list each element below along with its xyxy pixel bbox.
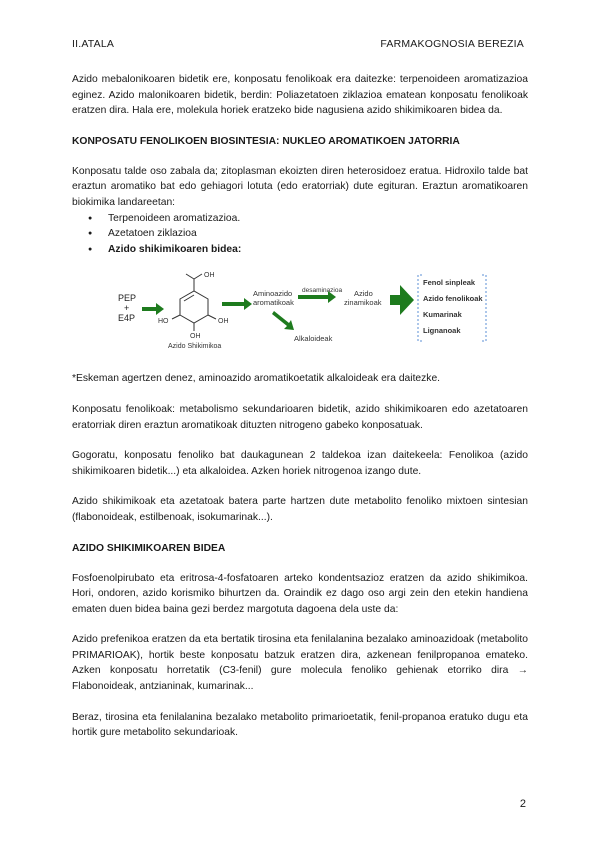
arrow-to-shikimic [142,303,164,315]
hydroxyl-right-label: OH [218,318,229,326]
product-item: Fenol sinpleak [423,278,476,288]
enzyme-label: desaminazioa [302,287,343,295]
page-number: 2 [519,798,526,810]
paragraph-mixtoak: Azido shikimikoak eta azetatoak batera parte hartzen dute metabolito fenoliko mixtoen sintesian (flabonoideak, estilbenoak, isokumarinak...). [72,496,528,523]
section2-paragraph-1: Fosfoenolpirubato eta eritrosa-4-fosfatoaren arteko kondentsazioz eratzen da azido shikimikoa. Hori, ondoren, azido korismiko bihurtzen da. Oraindik ez dago oso argi zein den etekin handiena ematen duen bidea baina gezi berdez margotuta dagoena dela uste da: [72,572,528,615]
diagram-note: *Eskeman agertzen denez, aminoazido aromatikoetatik alkaloideak era daitezke. [72,373,441,385]
page-content [72,72,528,756]
aminoacid-label-line2: aromatikoak [253,298,294,308]
section-heading-shikimikoa: AZIDO SHIKIMIKOAREN BIDEA [72,542,226,554]
section2-paragraph-3: Beraz, tirosina eta fenilalanina bezalako metabolito primarioetatik, fenil-propanoa eratuko dugu eta hortik gure metabolito sekundarioak. [72,711,528,739]
biosynthesis-diagram [72,263,528,363]
shikimic-acid-structure [172,274,216,331]
alkaloid-label: Alkaloideak [294,334,333,344]
molecule-name: Azido Shikimikoa [168,343,222,351]
section-heading-biosintesia: KONPOSATU FENOLIKOEN BIOSINTESIA: NUKLEO AROMATIKOEN JATORRIA [72,135,460,147]
start-pep-label: PEP [118,293,137,304]
arrow-to-products [390,285,414,315]
paragraph-fenolikoak: Konposatu fenolikoak: metabolismo sekundarioaren bidetik, azido shikimikoaren edo azetatoaren eratorriak diren eraztun aromatikoak dituzten nitrogeno gabeko konposatuak. [72,403,528,431]
aminoacid-label-line1: Aminoazido [253,289,293,299]
hydroxyl-bottom-label: OH [190,333,201,341]
list-item: ● Azetatoen ziklazioa [108,226,528,242]
paragraph-gogoratu: Gogoratu, konposatu fenoliko bat daukagunean 2 taldekoa izan daitekeela: Fenolikoa (azido shikimikoaren bidetik...) eta alkaloidea. Azken horiek nitrogenoa izango dute. [72,450,528,477]
header-right: FARMAKOGNOSIA BEREZIA [380,38,524,50]
arrow-to-aminoacids [222,298,252,310]
product-item: Kumarinak [423,310,462,320]
hydroxyl-left-label: HO [158,318,169,326]
start-plus-label: + [124,303,130,314]
carboxyl-oh-label: OH [204,272,215,280]
pathway-list [72,211,528,258]
start-e4p-label: E4P [118,313,136,324]
section1-paragraph: Konposatu talde oso zabala da; zitoplasman ekoizten diren heterosidoez eratua. Hidroxilo talde bat eraztun aromatiko bat edo gehiagori lotuta (edo eratorriak) dute egituran. Eraztun aromatikoaren biokimika landareetan: [72,165,528,208]
list-item: ● Azido shikimikoaren bidea: [108,242,528,258]
intro-paragraph: Azido mebalonikoaren bidetik ere, konposatu fenolikoak era daitezke: terpenoideen aromatizazioa eginez. Azido malonikoaren bidetik, berdin: Poliazetatoen ziklazioa ematean konposatu fenolikoak eratzen dira. Hala ere, molekula horiek eratzeko bide nagusiena azido shikimikoaren bidea da. [72,74,528,117]
product-item: Azido fenolikoak [423,294,483,304]
arrow-to-alkaloids [272,311,294,330]
cinnamic-label-line2: zinamikoak [344,298,382,308]
header-left: II.ATALA [72,38,115,50]
cinnamic-label-line1: Azido [354,289,373,299]
product-item: Lignanoak [423,326,461,336]
list-item: ● Terpenoideen aromatizazioa. [108,211,528,227]
section2-paragraph-2: Azido prefenikoa eratzen da eta bertatik tirosina eta fenilalanina bezalako aminoazidoak (metabolito PRIMARIOAK), hortik beste konposatu batzuk eratzen dira, azkenean fenilpropanoa emateko. Azken konposatu horretatik (C3-fenil) gure molecula fenoliko gehienak etorriko dira → Flabonoideak, antzianinak, kumarinak... [72,634,528,693]
